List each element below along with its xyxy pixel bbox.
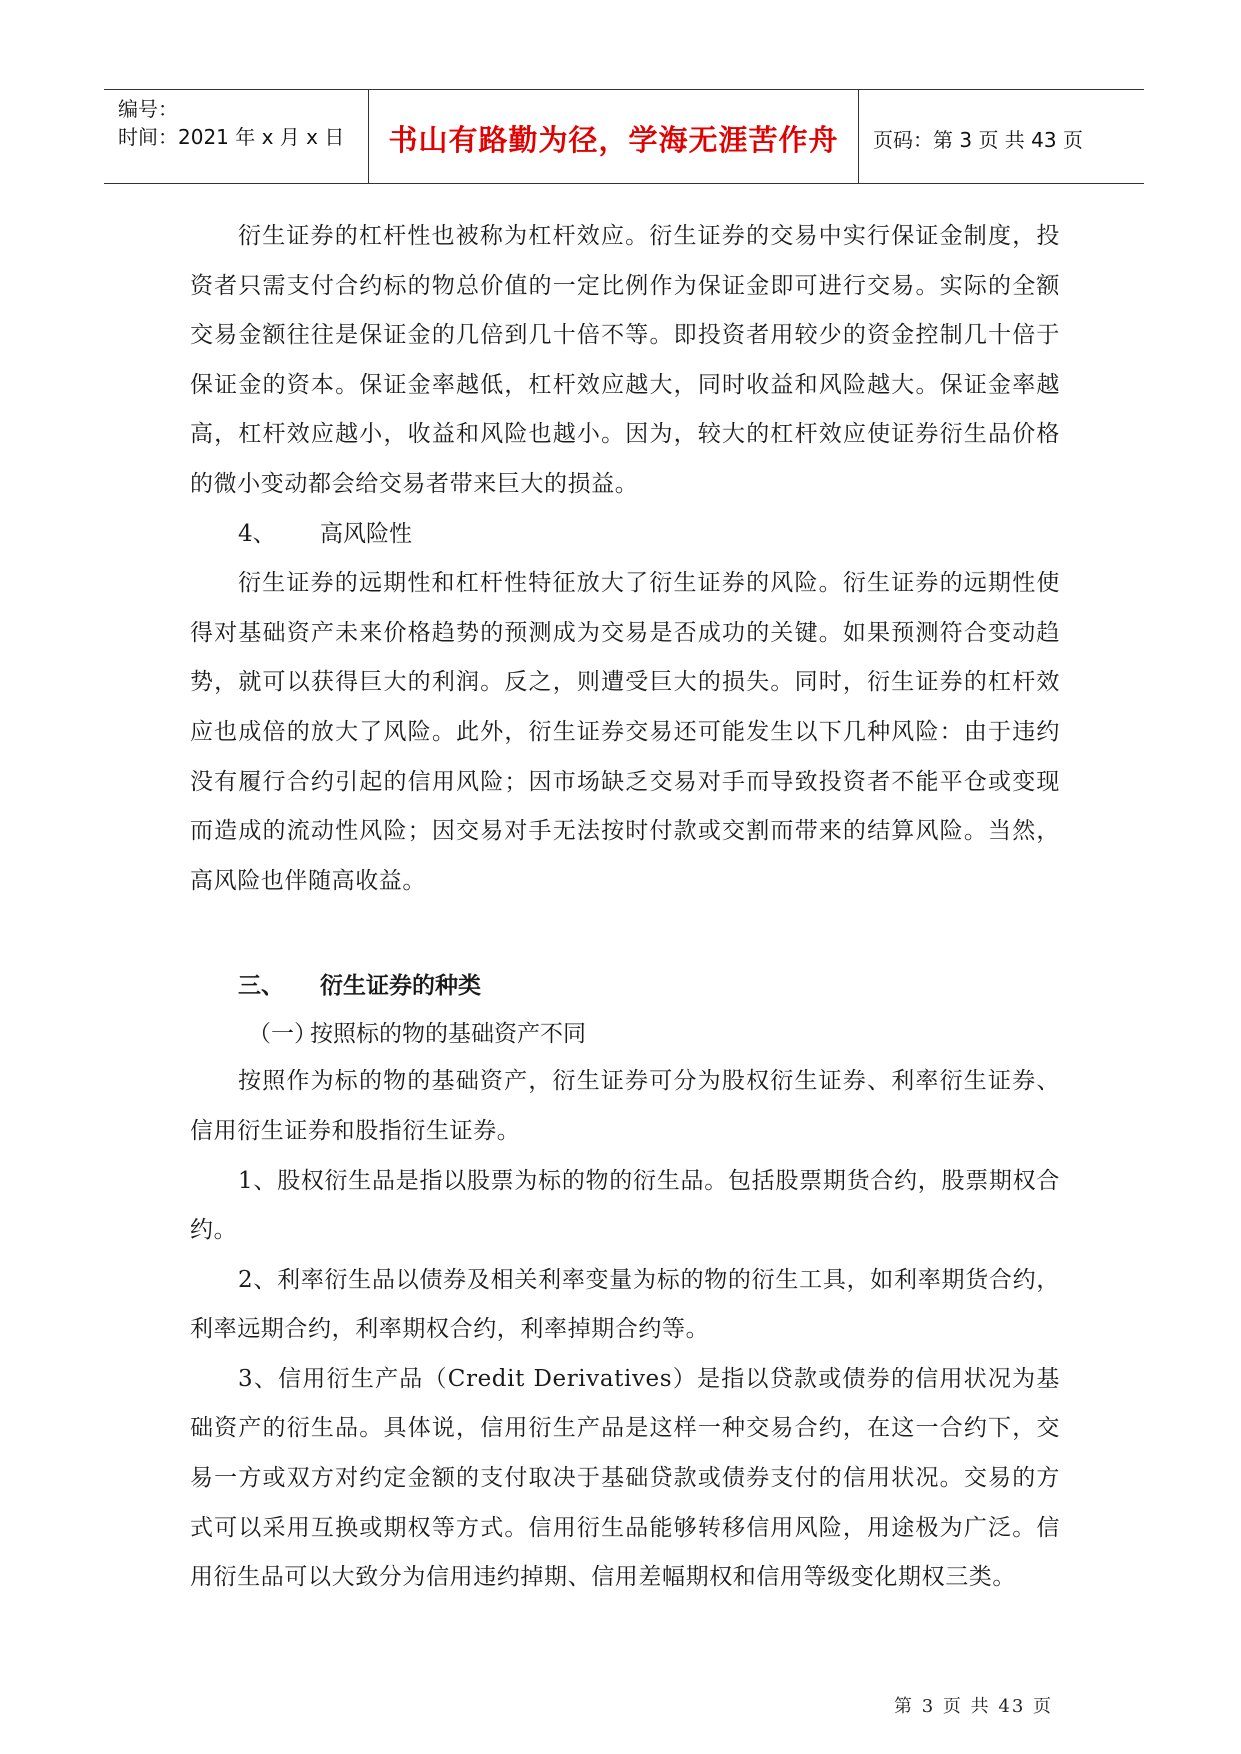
document-number-label: 编号： [118,97,178,121]
subsection-title: 按照标的物的基础资产不同 [310,1021,586,1048]
section-heading-types [190,961,1060,1011]
header-meta [104,90,369,183]
section-number: 三、 [238,973,284,1000]
list-item-title: 高风险性 [320,520,412,547]
paragraph-credit-derivatives: 3、信用衍生产品（Credit Derivatives）是指以贷款或债券的信用状况为基础资产的衍生品。具体说，信用衍生产品是这样一种交易合约，在这一合约下，交易一方或双方对约定金额的支付取决于基础贷款或债券支付的信用状况。交易的方式可以采用互换或期权等方式。信用衍生品能够转移信用风险，用途极为广泛。信用衍生品可以大致分为信用违约掉期、信用差幅期权和信用等级变化期权三类。 [190,1365,1060,1591]
document-header [104,89,1144,184]
paragraph-leverage: 衍生证券的杠杆性也被称为杠杆效应。衍生证券的交易中实行保证金制度，投资者只需支付合约标的物总价值的一定比例作为保证金即可进行交易。实际的全额交易金额往往是保证金的几倍到几十倍不等。即投资者用较少的资金控制几十倍于保证金的资本。保证金率越低，杠杆效应越大，同时收益和风险越大。保证金率越高，杠杆效应越小，收益和风险也越小。因为，较大的杠杆效应使证券衍生品价格的微小变动都会给交易者带来巨大的损益。 [190,223,1060,497]
paragraph-equity-derivatives: 1、股权衍生品是指以股票为标的物的衍生品。包括股票期货合约，股票期权合约。 [190,1167,1060,1244]
section-title: 衍生证券的种类 [320,973,481,1000]
document-time-label: 时间：2021 年 x 月 x 日 [118,125,345,149]
list-item-number: 4、 [238,520,276,547]
document-body [190,212,1060,1603]
list-item-high-risk [190,510,1060,560]
paragraph-interest-rate-derivatives: 2、利率衍生品以债券及相关利率变量为标的物的衍生工具，如利率期货合约，利率远期合约，利率期权合约，利率掉期合约等。 [190,1266,1060,1343]
subsection-number: （一） [248,1021,317,1048]
header-motto: 书山有路勤为径，学海无涯苦作舟 [369,90,859,183]
paragraph-high-risk: 衍生证券的远期性和杠杆性特征放大了衍生证券的风险。衍生证券的远期性使得对基础资产未来价格趋势的预测成为交易是否成功的关键。如果预测符合变动趋势，就可以获得巨大的利润。反之，则遭受巨大的损失。同时，衍生证券的杠杆效应也成倍的放大了风险。此外，衍生证券交易还可能发生以下几种风险：由于违约没有履行合约引起的信用风险；因市场缺乏交易对手而导致投资者不能平仓或变现而造成的流动性风险；因交易对手无法按时付款或交割而带来的结算风险。当然，高风险也伴随高收益。 [190,570,1060,894]
paragraph-classification: 按照作为标的物的基础资产，衍生证券可分为股权衍生证券、利率衍生证券、信用衍生证券和股指衍生证券。 [190,1068,1060,1144]
header-page-info: 页码：第 3 页 共 43 页 [873,128,1083,152]
page-footer: 第 3 页 共 43 页 [894,1696,1053,1717]
subsection-heading-underlying [190,1011,1060,1057]
